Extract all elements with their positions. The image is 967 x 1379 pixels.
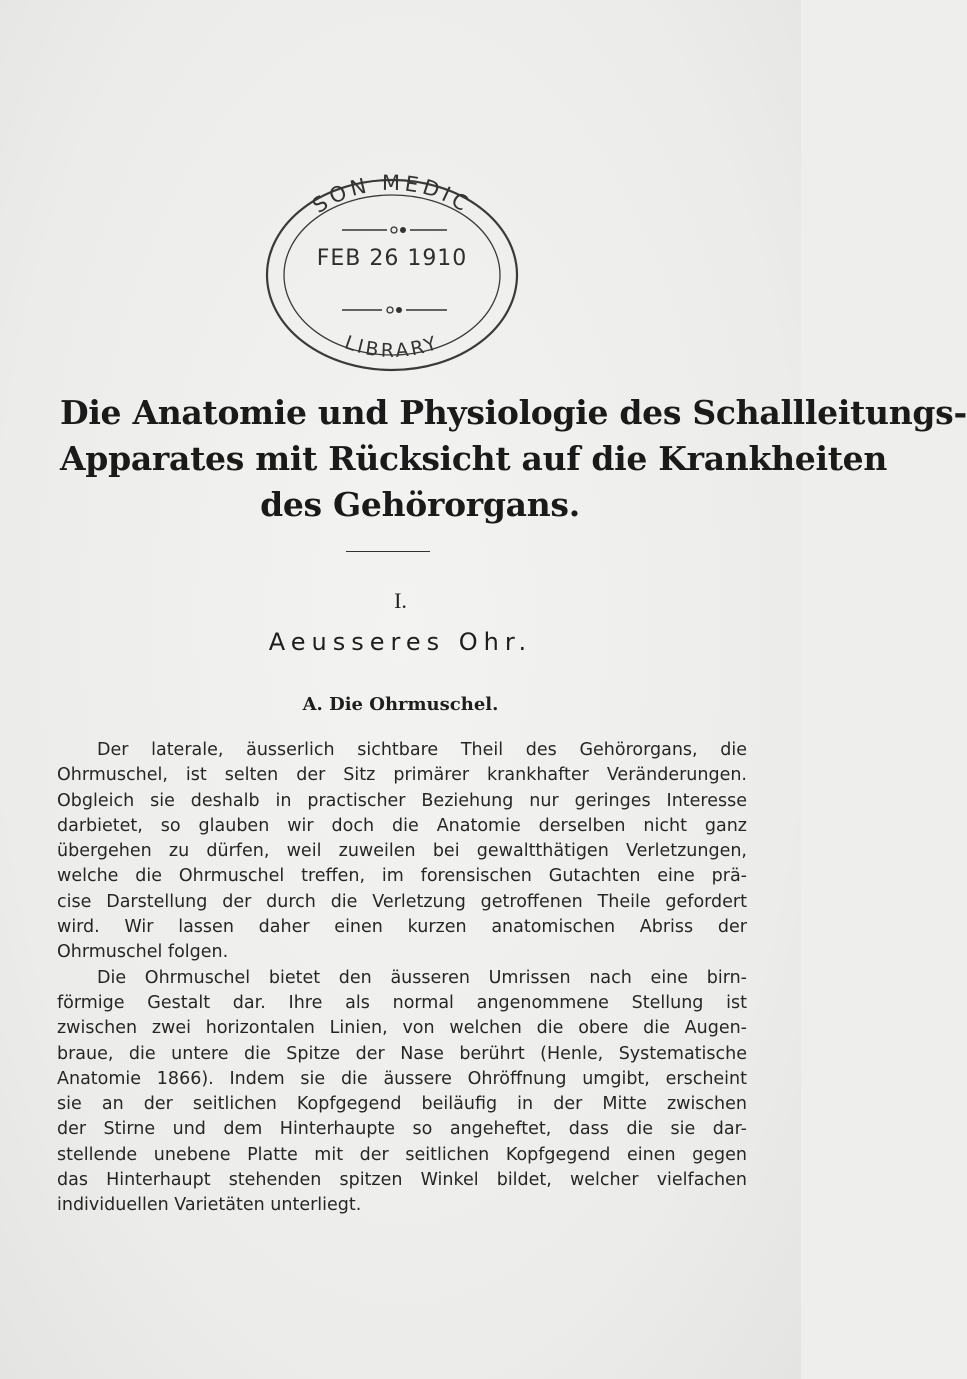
title-line-3: des Gehörorgans. xyxy=(260,485,580,524)
section-heading: A. Die Ohrmuschel. xyxy=(302,694,499,715)
text-line: braue, die untere die Spitze der Nase berührt (Henle, Systematische xyxy=(57,1043,747,1064)
text-line: Die Ohrmuschel bietet den äusseren Umrissen nach eine birn- xyxy=(97,967,747,988)
text-line: Ohrmuschel folgen. xyxy=(57,942,229,963)
stamp-top-text: SON MEDIC xyxy=(308,170,476,218)
text-line: übergehen zu dürfen, weil zuweilen bei gewaltthätigen Verletzungen, xyxy=(57,841,747,862)
stamp-date: FEB 26 1910 xyxy=(316,246,468,271)
text-line: cise Darstellung der durch die Verletzung getroffenen Theile gefordert xyxy=(57,891,747,912)
paragraph-2 xyxy=(57,966,747,1219)
text-line: individuellen Varietäten unterliegt. xyxy=(57,1195,362,1216)
text-line: Obgleich sie deshalb in practischer Beziehung nur geringes Interesse xyxy=(57,790,747,811)
text-line: wird. Wir lassen daher einen kurzen anatomischen Abriss der xyxy=(57,917,747,938)
text-line: sie an der seitlichen Kopfgegend beiläufig in der Mitte zwischen xyxy=(57,1094,747,1115)
svg-text:LIBRARY xyxy=(342,332,443,362)
text-line: Der laterale, äusserlich sichtbare Theil des Gehörorgans, die xyxy=(97,740,747,760)
page-title xyxy=(60,390,967,528)
chapter-title: Aeusseres Ohr. xyxy=(268,628,533,656)
divider-rule xyxy=(346,551,430,552)
text-line: zwischen zwei horizontalen Linien, von welchen die obere die Augen- xyxy=(57,1018,747,1039)
chapter-number: I. xyxy=(394,588,407,613)
text-line: das Hinterhaupt stehenden spitzen Winkel bildet, welcher vielfachen xyxy=(57,1170,747,1191)
text-line: Ohrmuschel, ist selten der Sitz primärer krankhafter Veränderungen. xyxy=(57,765,747,786)
text-line: der Stirne und dem Hinterhaupte so angeheftet, dass die sie dar- xyxy=(57,1119,747,1140)
paragraph-1 xyxy=(57,738,747,966)
library-stamp xyxy=(257,170,527,380)
stamp-oval-icon xyxy=(257,170,527,380)
title-line-2: Apparates mit Rücksicht auf die Krankheiten xyxy=(60,439,888,478)
text-line: stellende unebene Platte mit der seitlichen Kopfgegend einen gegen xyxy=(57,1144,747,1165)
text-line: darbietet, so glauben wir doch die Anatomie derselben nicht ganz xyxy=(57,815,747,836)
text-line: Anatomie 1866). Indem sie die äussere Ohröffnung umgibt, erscheint xyxy=(57,1068,747,1089)
svg-text:SON MEDIC xyxy=(308,171,476,218)
text-line: förmige Gestalt dar. Ihre als normal angenommene Stellung ist xyxy=(57,992,747,1013)
stamp-bottom-text: LIBRARY xyxy=(341,331,443,362)
title-line-1: Die Anatomie und Physiologie des Schallleitungs- xyxy=(60,393,967,432)
body-text xyxy=(57,738,747,1219)
text-line: welche die Ohrmuschel treffen, im forensischen Gutachten eine prä- xyxy=(57,866,747,887)
